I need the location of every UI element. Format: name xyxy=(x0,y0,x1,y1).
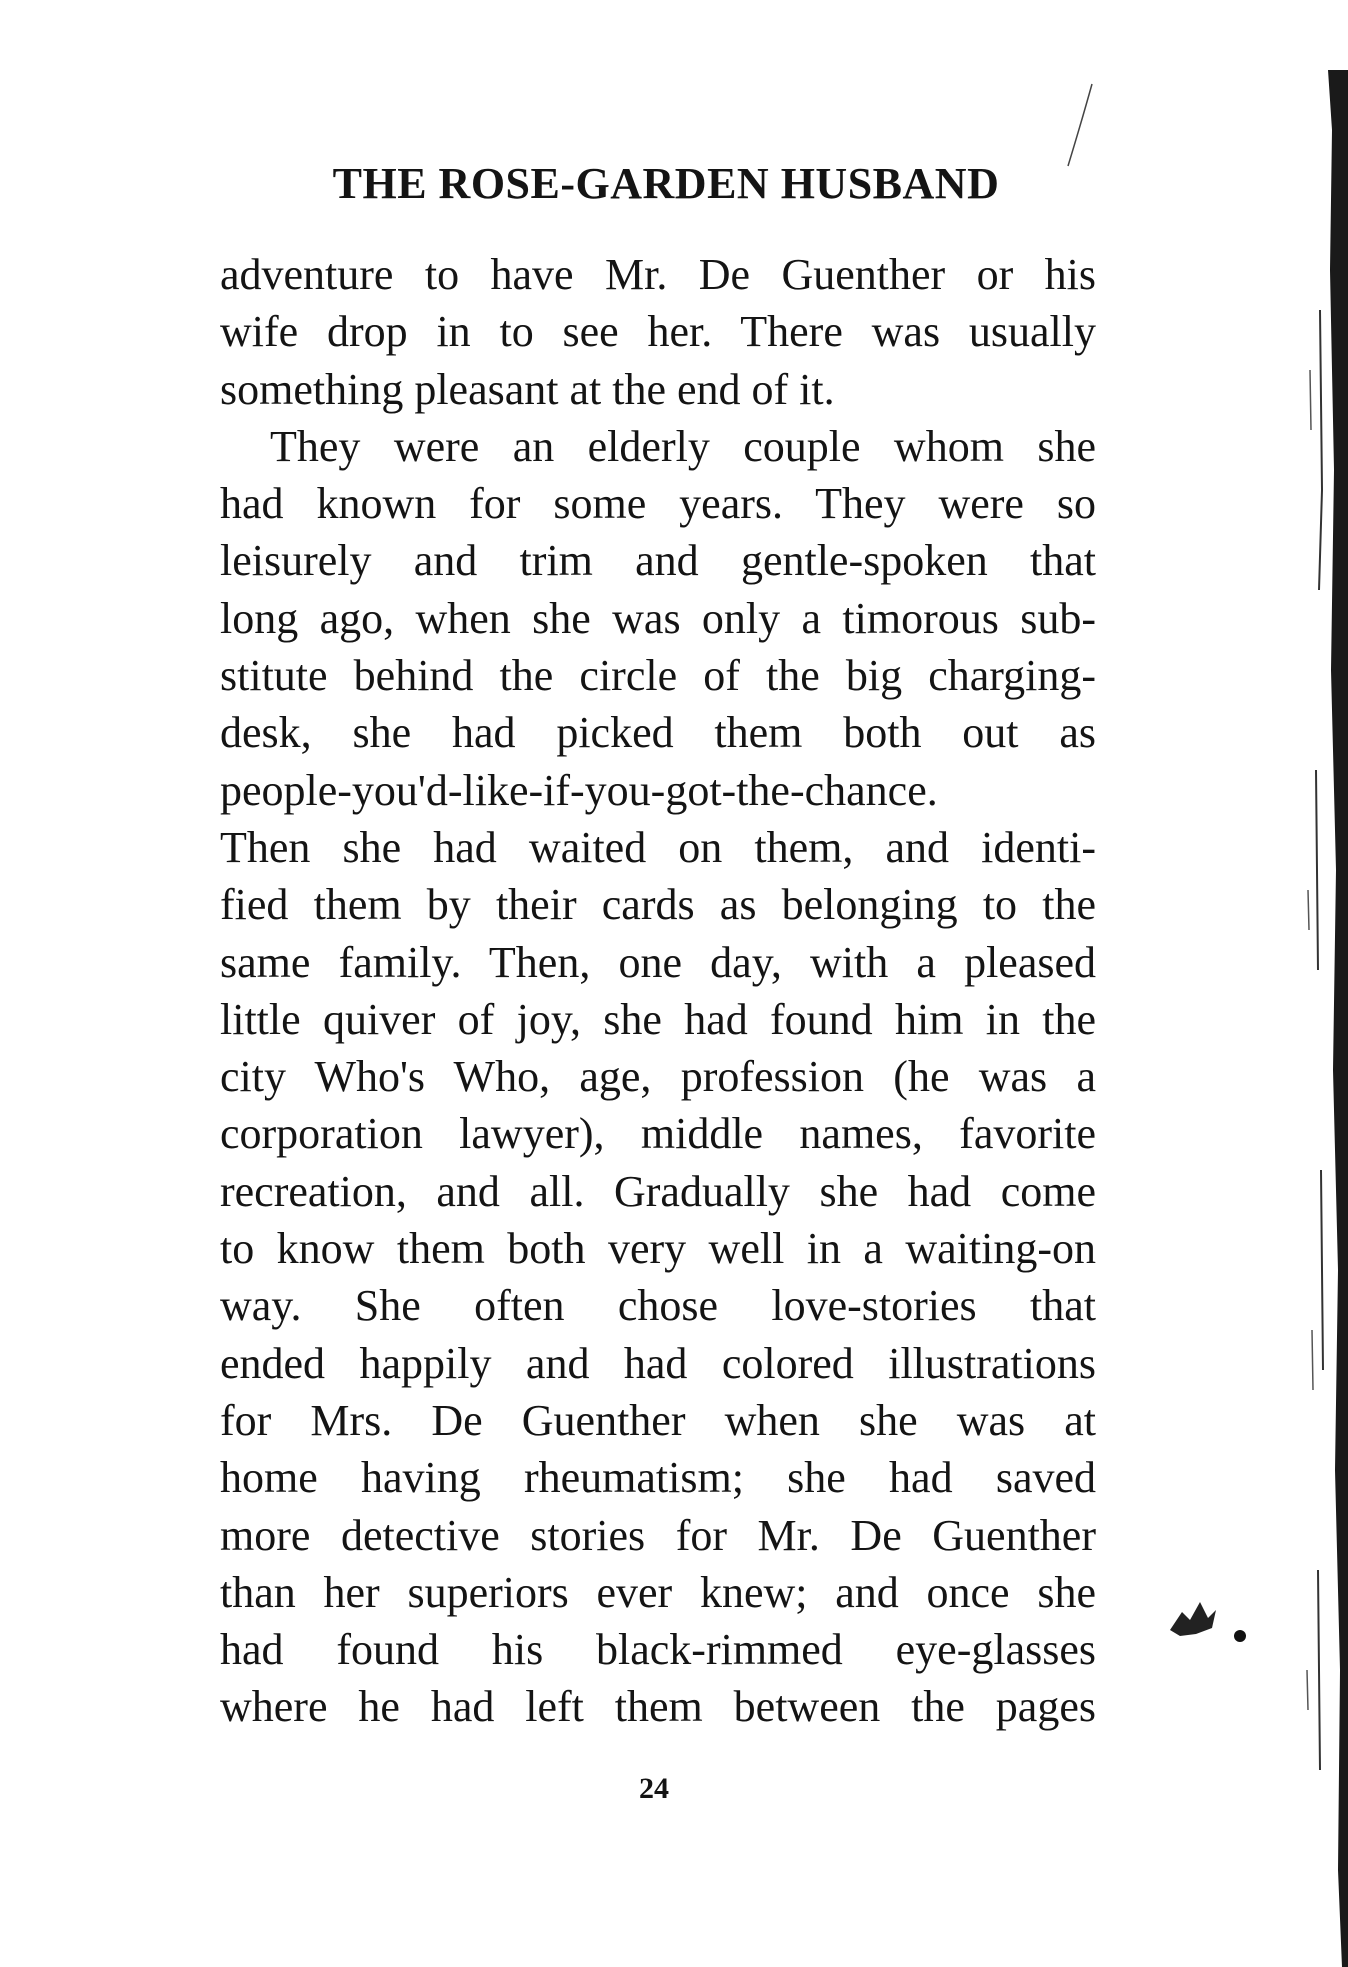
text-line: had known for some years. They were so xyxy=(220,479,1096,529)
text-line: home having rheumatism; she had saved xyxy=(220,1453,1096,1503)
text-line: stitute behind the circle of the big charging- xyxy=(220,651,1096,701)
text-line: long ago, when she was only a timorous sub- xyxy=(220,593,1096,643)
running-head: THE ROSE-GARDEN HUSBAND xyxy=(332,159,1000,208)
ink-smudge xyxy=(1160,1590,1250,1650)
text-line: They were an elderly couple whom she xyxy=(270,421,1096,471)
text-line: to know them both very well in a waiting-on xyxy=(220,1224,1096,1274)
body-text xyxy=(220,246,1096,1736)
text-line: adventure to have Mr. De Guenther or his xyxy=(220,250,1096,299)
text-line: Then she had waited on them, and identi- xyxy=(220,822,1096,872)
page-number: 24 xyxy=(639,1772,669,1805)
text-line: for Mrs. De Guenther when she was at xyxy=(220,1395,1096,1445)
text-line: little quiver of joy, she had found him in the xyxy=(220,994,1096,1044)
text-line: wife drop in to see her. There was usually xyxy=(220,307,1096,357)
text-line: recreation, and all. Gradually she had come xyxy=(220,1166,1096,1216)
pencil-mark xyxy=(1060,80,1100,170)
text-line: fied them by their cards as belonging to the xyxy=(220,880,1096,930)
text-line: leisurely and trim and gentle-spoken that xyxy=(220,536,1096,586)
text-line: had found his black-rimmed eye-glasses xyxy=(220,1625,1096,1675)
text-line: desk, she had picked them both out as xyxy=(220,708,1096,758)
text-line: same family. Then, one day, with a pleased xyxy=(220,937,1096,987)
text-line: where he had left them between the pages xyxy=(220,1682,1096,1732)
text-line: more detective stories for Mr. De Guenther xyxy=(220,1510,1096,1560)
binding-shadow xyxy=(1298,70,1348,1967)
text-line: something pleasant at the end of it. xyxy=(220,364,835,414)
text-line: city Who's Who, age, profession (he was a xyxy=(220,1052,1096,1102)
text-line: than her superiors ever knew; and once she xyxy=(220,1567,1096,1617)
text-line: people-you'd-like-if-you-got-the-chance. xyxy=(220,765,938,815)
text-line: corporation lawyer), middle names, favorite xyxy=(220,1109,1096,1159)
text-line: ended happily and had colored illustrations xyxy=(220,1338,1096,1388)
text-line: way. She often chose love-stories that xyxy=(220,1281,1096,1331)
